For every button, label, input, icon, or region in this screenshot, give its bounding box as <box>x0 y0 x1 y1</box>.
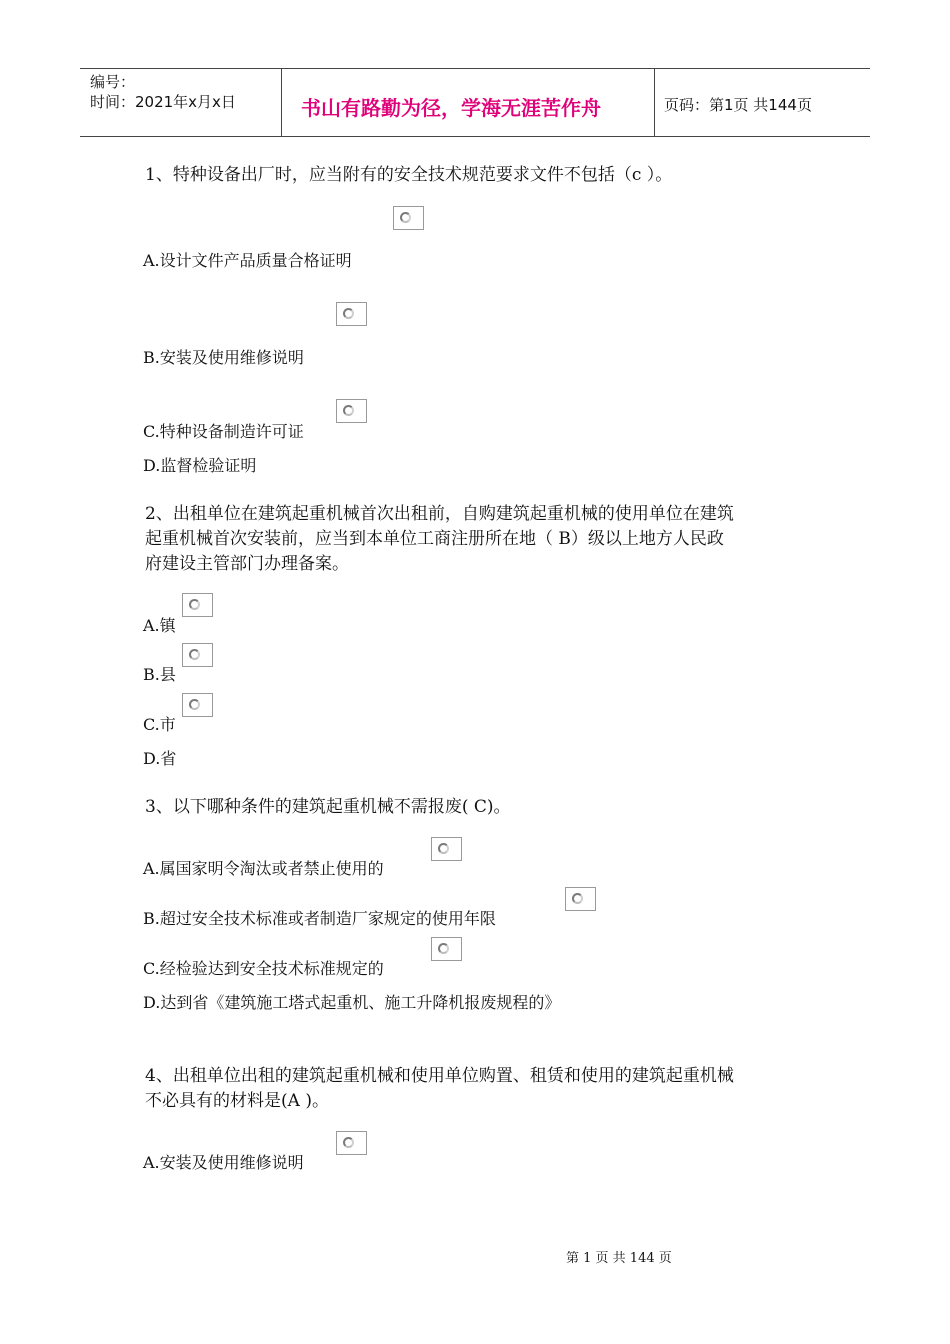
radio-option-1a[interactable] <box>393 206 424 230</box>
option-3c: C.经检验达到安全技术标准规定的 <box>143 959 384 978</box>
radio-option-3a[interactable] <box>431 837 462 861</box>
radio-circle-icon <box>189 699 200 710</box>
question-4-line-2: 不必具有的材料是(A )。 <box>145 1091 329 1111</box>
header-divider-left <box>281 68 282 136</box>
radio-circle-icon <box>343 1137 354 1148</box>
header-bottom-border <box>80 136 870 137</box>
question-2-line-1: 2、出租单位在建筑起重机械首次出租前，自购建筑起重机械的使用单位在建筑 <box>145 504 734 524</box>
radio-circle-icon <box>572 893 583 904</box>
option-2b: B.县 <box>143 665 176 684</box>
radio-option-1b[interactable] <box>336 302 367 326</box>
radio-circle-icon <box>438 943 449 954</box>
header-time-label: 时间：2021年x月x日 <box>90 93 236 111</box>
option-3b: B.超过安全技术标准或者制造厂家规定的使用年限 <box>143 909 496 928</box>
radio-circle-icon <box>400 212 411 223</box>
option-3a: A.属国家明令淘汰或者禁止使用的 <box>143 859 384 878</box>
question-3-text: 3、以下哪种条件的建筑起重机械不需报废( C)。 <box>145 797 511 817</box>
option-2c: C.市 <box>143 715 176 734</box>
option-1a: A.设计文件产品质量合格证明 <box>143 251 352 270</box>
radio-option-3c[interactable] <box>431 937 462 961</box>
option-1d: D.监督检验证明 <box>143 456 257 475</box>
radio-circle-icon <box>343 308 354 319</box>
radio-option-2c[interactable] <box>182 693 213 717</box>
header-top-border <box>80 68 870 69</box>
footer-page-number: 第 1 页 共 144 页 <box>566 1251 672 1266</box>
radio-option-1c[interactable] <box>336 399 367 423</box>
option-1b: B.安装及使用维修说明 <box>143 348 304 367</box>
option-2d: D.省 <box>143 749 177 768</box>
radio-option-4a[interactable] <box>336 1131 367 1155</box>
question-4-line-1: 4、出租单位出租的建筑起重机械和使用单位购置、租赁和使用的建筑起重机械 <box>145 1066 734 1086</box>
header-page-label: 页码：第1页 共144页 <box>664 96 812 114</box>
option-1c: C.特种设备制造许可证 <box>143 422 304 441</box>
radio-circle-icon <box>438 843 449 854</box>
header-divider-right <box>654 68 655 136</box>
question-1-text: 1、特种设备出厂时，应当附有的安全技术规范要求文件不包括（c ）。 <box>145 165 673 185</box>
header-number-label: 编号： <box>90 73 136 91</box>
radio-circle-icon <box>189 649 200 660</box>
option-3d: D.达到省《建筑施工塔式起重机、施工升降机报废规程的》 <box>143 993 561 1012</box>
radio-option-3b[interactable] <box>565 887 596 911</box>
option-4a: A.安装及使用维修说明 <box>143 1153 304 1172</box>
radio-option-2b[interactable] <box>182 643 213 667</box>
radio-circle-icon <box>189 599 200 610</box>
header-motto: 书山有路勤为径，学海无涯苦作舟 <box>301 96 601 120</box>
question-2-line-3: 府建设主管部门办理备案。 <box>145 554 349 574</box>
radio-option-2a[interactable] <box>182 593 213 617</box>
question-2-line-2: 起重机械首次安装前，应当到本单位工商注册所在地（ B）级以上地方人民政 <box>145 529 724 549</box>
radio-circle-icon <box>343 405 354 416</box>
option-2a: A.镇 <box>143 616 176 635</box>
